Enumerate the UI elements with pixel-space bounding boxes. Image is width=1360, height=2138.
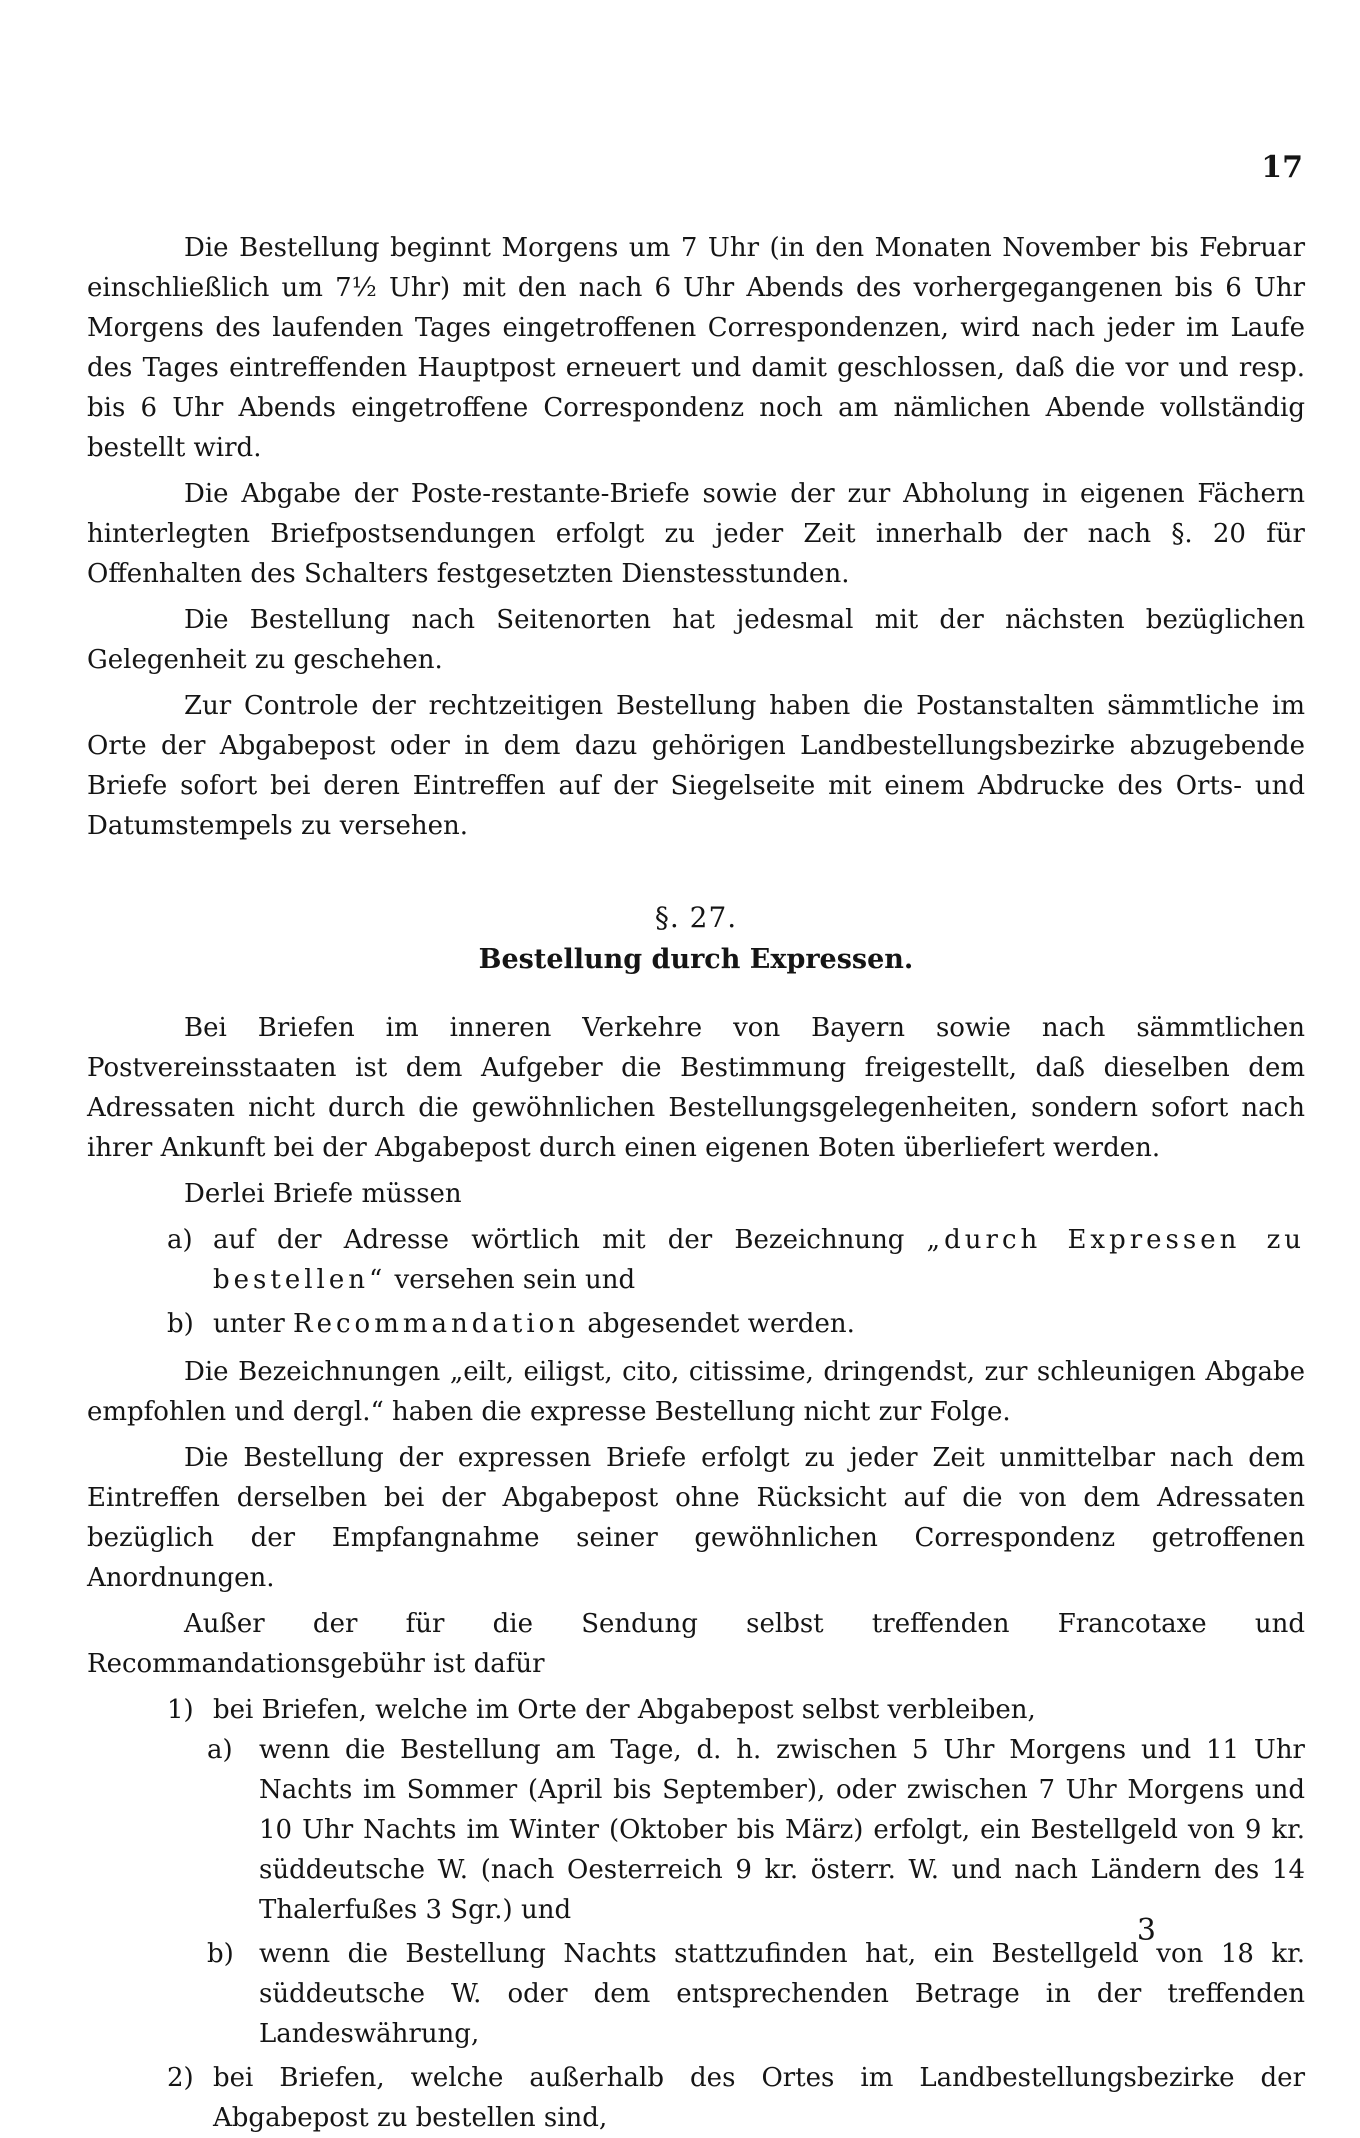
section-heading bbox=[87, 897, 1305, 981]
list-label: b) bbox=[167, 1309, 194, 1339]
page-number: 17 bbox=[1261, 150, 1303, 185]
list-text: auf der Adresse wörtlich mit der Bezeichnung „durch Expressen zu bestellen“ versehen sein und bbox=[213, 1225, 1306, 1295]
list-item-1 bbox=[167, 1690, 1305, 1730]
list-text: wenn die Bestellung am Tage, d. h. zwischen 5 Uhr Morgens und 11 Uhr Nachts im Sommer (April bis September), oder zwischen 7 Uhr Morgens und 10 Uhr Nachts im Winter (Oktober bis März) erfolgt, ein Bestellgeld von 9 kr. süddeutsche W. (nach Oesterreich 9 kr. österr. W. und nach Ländern des 14 Thalerfußes 3 Sgr.) und bbox=[259, 1735, 1305, 1925]
paragraph-designations: Die Bezeichnungen „eilt, eiligst, cito, citissime, dringendst, zur schleunigen Abgabe empfohlen und dergl.“ haben die expresse Bestellung nicht zur Folge. bbox=[87, 1357, 1305, 1427]
paragraph-such-letters: Derlei Briefe müssen bbox=[184, 1179, 462, 1209]
list-label: b) bbox=[207, 1939, 234, 1969]
list-label: a) bbox=[207, 1735, 233, 1765]
paragraph-side-locations: Die Bestellung nach Seitenorten hat jedesmal mit der nächsten bezüglichen Gelegenheit zu geschehen. bbox=[87, 605, 1305, 675]
list-label: 2) bbox=[167, 2063, 194, 2093]
section-number: §. 27. bbox=[654, 901, 738, 934]
signature-mark: 3 bbox=[1136, 1913, 1156, 1948]
list-item-1a bbox=[207, 1730, 1305, 1930]
paragraph-express-delivery: Die Bestellung der expressen Briefe erfolgt zu jeder Zeit unmittelbar nach dem Eintreffen derselben bei der Abgabepost ohne Rücksicht auf die von dem Adressaten bezüglich der Empfangnahme seiner gewöhnlichen Correspondenz getroffenen Anordnungen. bbox=[87, 1443, 1305, 1593]
list-item-2 bbox=[167, 2058, 1305, 2138]
spaced-phrase: Recommandation bbox=[293, 1309, 580, 1339]
list-item-1b bbox=[207, 1934, 1305, 2054]
page-text bbox=[87, 228, 1305, 2138]
list-text: bei Briefen, welche im Orte der Abgabepost selbst verbleiben, bbox=[213, 1695, 1036, 1725]
list-item-b bbox=[167, 1304, 1305, 1344]
list-text: bei Briefen, welche außerhalb des Ortes im Landbestellungsbezirke der Abgabepost zu bestellen sind, bbox=[213, 2063, 1305, 2133]
list-item-a bbox=[167, 1220, 1305, 1300]
paragraph-poste-restante: Die Abgabe der Poste-restante-Briefe sowie der zur Abholung in eigenen Fächern hinterlegten Briefpostsendungen erfolgt zu jeder Zeit innerhalb der nach §. 20 für Offenhalten des Schalters festgesetzten Dienstesstunden. bbox=[87, 479, 1305, 589]
section-title: Bestellung durch Expressen. bbox=[478, 944, 914, 975]
list-label: a) bbox=[167, 1225, 193, 1255]
list-text: unter Recommandation abgesendet werden. bbox=[213, 1309, 855, 1339]
paragraph-fees-intro: Außer der für die Sendung selbst treffenden Francotaxe und Recommandationsgebühr ist dafür bbox=[87, 1609, 1305, 1679]
list-label: 1) bbox=[167, 1695, 194, 1725]
paragraph-control: Zur Controle der rechtzeitigen Bestellung haben die Postanstalten sämmtliche im Orte der Abgabepost oder in dem dazu gehörigen Landbestellungsbezirke abzugebende Briefe sofort bei deren Eintreffen auf der Siegelseite mit einem Abdrucke des Orts- und Datumstempels zu versehen. bbox=[87, 691, 1305, 841]
list-text: wenn die Bestellung Nachts stattzufinden hat, ein Bestellgeld von 18 kr. süddeutsche W. oder dem entsprechenden Betrage in der treffenden Landeswährung, bbox=[259, 1939, 1305, 2049]
paragraph-delivery-hours: Die Bestellung beginnt Morgens um 7 Uhr (in den Monaten November bis Februar einschließlich um 7½ Uhr) mit den nach 6 Uhr Abends des vorhergegangenen bis 6 Uhr Morgens des laufenden Tages eingetroffenen Correspondenzen, wird nach jeder im Laufe des Tages eintreffenden Hauptpost erneuert und damit geschlossen, daß die vor und resp. bis 6 Uhr Abends eingetroffene Correspondenz noch am nämlichen Abende vollständig bestellt wird. bbox=[87, 233, 1305, 463]
spaced-phrase: „durch Expressen zu bestellen“ bbox=[213, 1225, 1306, 1295]
paragraph-express-intro: Bei Briefen im inneren Verkehre von Bayern sowie nach sämmtlichen Postvereinsstaaten ist dem Aufgeber die Bestimmung freigestellt, daß dieselben dem Adressaten nicht durch die gewöhnlichen Bestellungsgelegenheiten, sondern sofort nach ihrer Ankunft bei der Abgabepost durch einen eigenen Boten überliefert werden. bbox=[87, 1013, 1305, 1163]
